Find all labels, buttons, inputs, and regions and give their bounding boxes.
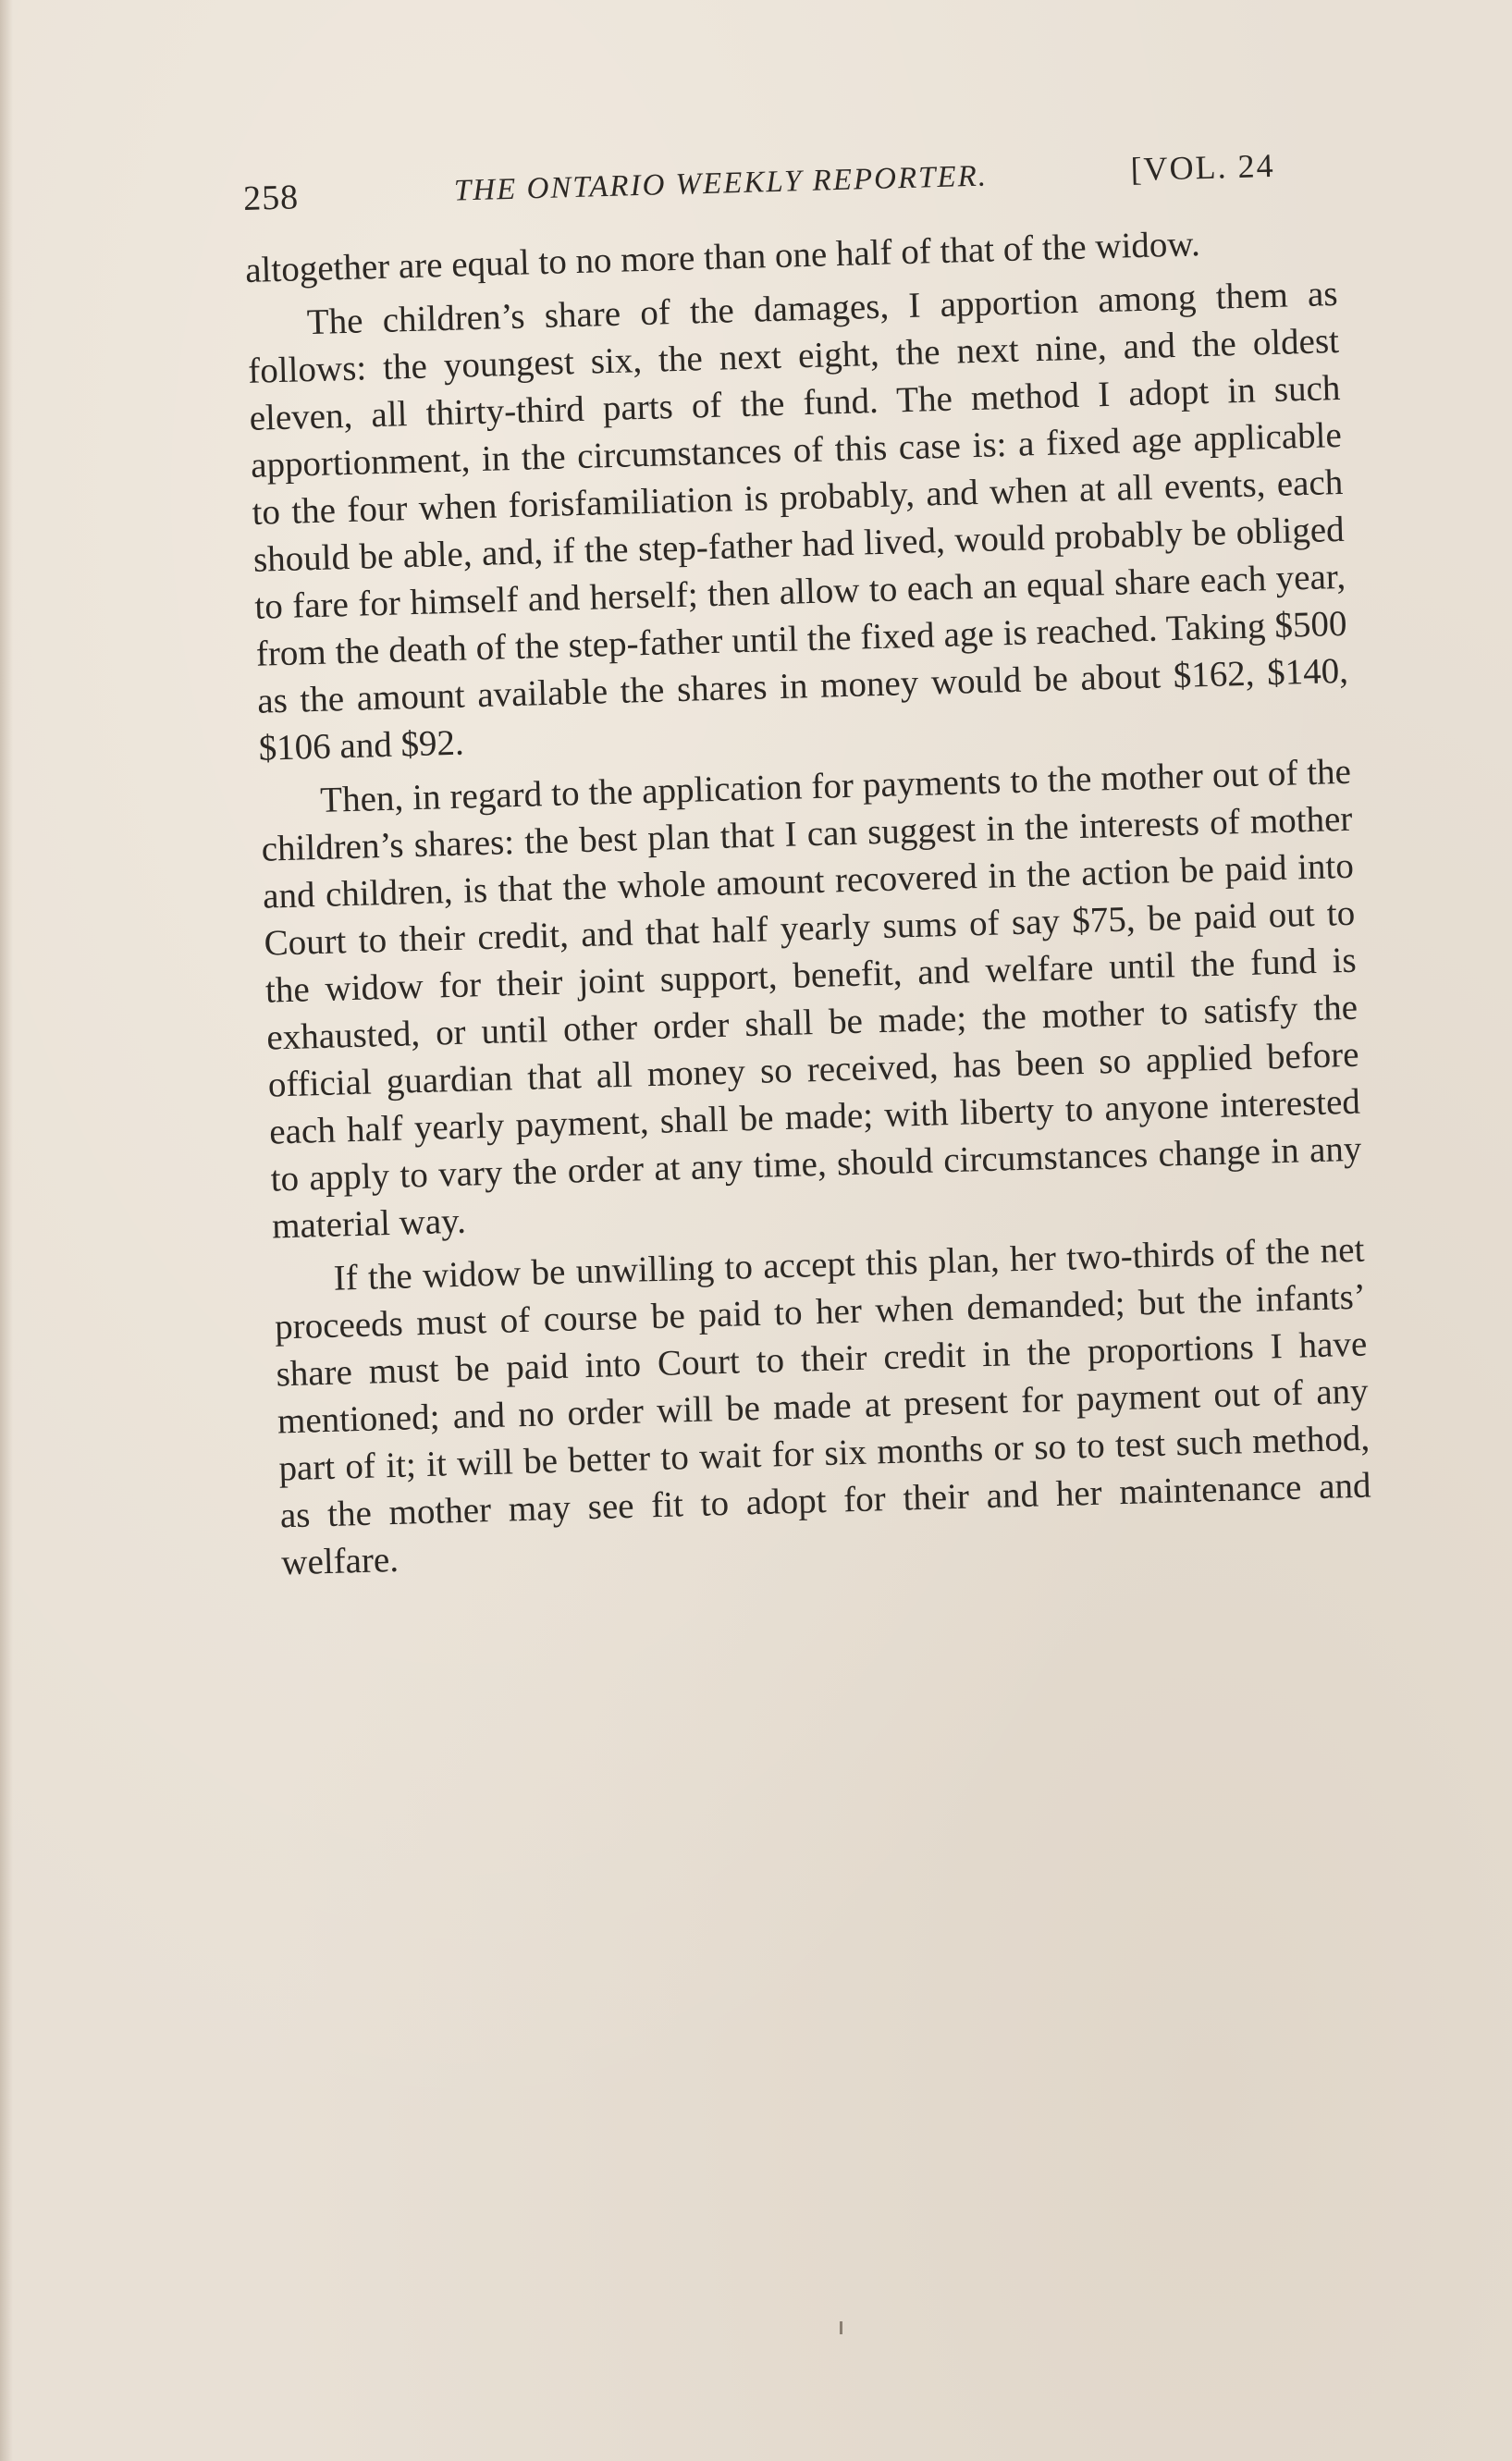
paragraph-apportionment: The children’s share of the damages, I apportion among them as follows: the youngest six, the next eight, the next nine, and the oldest eleven, all thirty-third parts of the fund. The method I adopt in such apportionment, in the circumstances of this case is: a fixed age applicable to the four when forisfamiliation is probably, and when at all events, each should be able, and, if the step-father had lived, would probably be obliged to fare for himself and herself; then allow to each an equal share each year, from the death of the step-father until the fixed age is reached. Taking $500 as the amount available the shares in money would be about $162, $140, $106 and $92. <box>247 273 1349 769</box>
paper-speck <box>840 2321 842 2334</box>
page-content <box>242 131 1373 1593</box>
body-text <box>245 216 1373 1586</box>
running-head: THE ONTARIO WEEKLY REPORTER. <box>453 159 989 208</box>
page-edge-shadow <box>0 0 13 2461</box>
page-number: 258 <box>242 178 300 218</box>
paragraph-payments: Then, in regard to the application for payments to the mother out of the children’s shares: the best plan that I can suggest in the interests of mother and children, is that the whole amount recovered in the action be paid into Court to their credit, and that half yearly sums of say $75, be paid out to the widow for their joint support, benefit, and welfare until the fund is exhausted, or until other order shall be made; the mother to satisfy the official guardian that all money so received, has been so applied before each half yearly payment, shall be made; with liberty to anyone interested to apply to vary the order at any time, should circumstances change in any material way. <box>261 751 1362 1247</box>
paragraph-alternative: If the widow be unwilling to accept this plan, her two-thirds of the net proceeds must of course be paid to her when demanded; but the infants’ share must be paid into Court to their credit in the proportions I have mentioned; and no order will be made at present for payment out of any part of it; it will be better to wait for six months or so to test such method, as the mother may see fit to adopt for their and her maintenance and welfare. <box>274 1229 1372 1583</box>
paragraph-continuation: altogether are equal to no more than one half of that of the widow. <box>244 224 1201 290</box>
volume-label: [VOL. 24 <box>1130 146 1276 189</box>
